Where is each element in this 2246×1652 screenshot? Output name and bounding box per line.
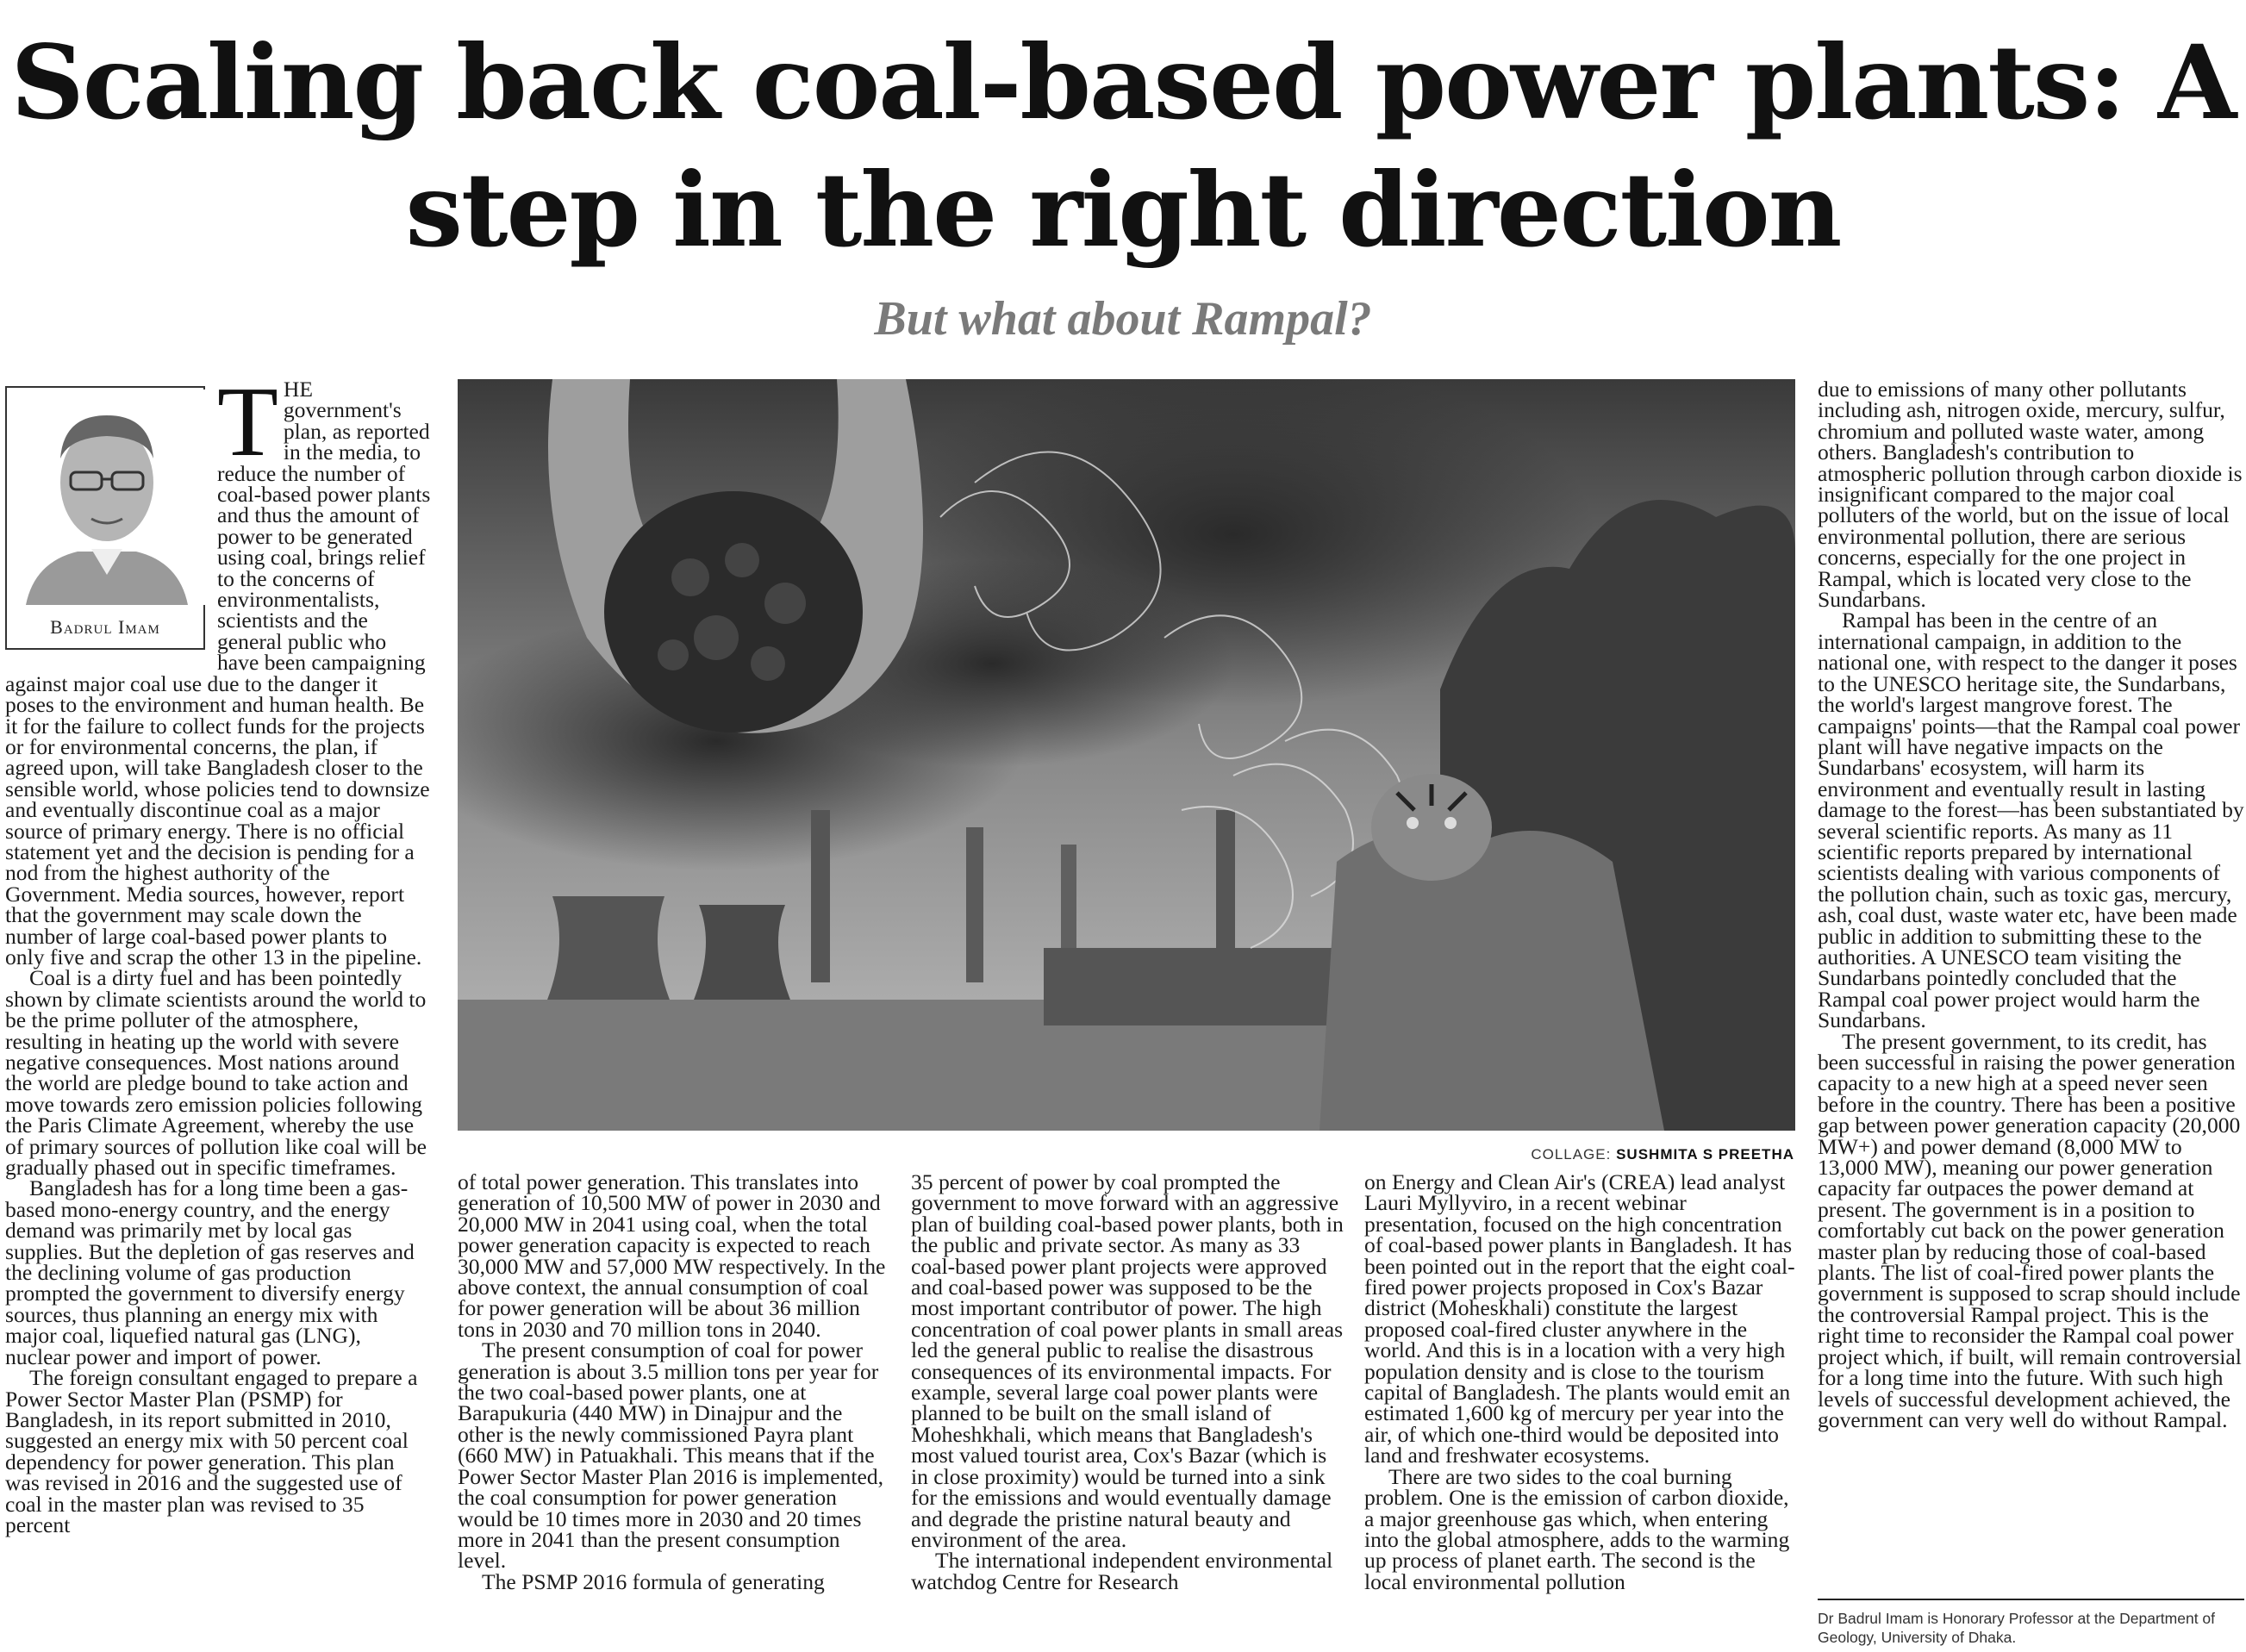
author-photo-icon [9, 390, 205, 605]
paragraph: 35 percent of power by coal prompted the government to move forward with an aggressive plan of building coal-based power plants, both in the public and private sector. As many as 33 coal-based power plant projects were approved and coal-based power was supposed to be the most important contributor of power. The high concentration of coal power plants in small areas led the general public to realise the disastrous consequences of its environmental impacts. For example, several large coal power plants were planned to be built on the small island of Moheshkhali, which means that Bangladesh's most valued tourist area, Cox's Bazar (which is in close proximity) would be turned into a sink for the emissions and would eventually damage and degrade the pristine natural beauty and environment of the area. [911, 1172, 1344, 1552]
paragraph: Bangladesh has for a long time been a gas-based mono-energy country, and the energy demand was primarily met by local gas supplies. But the depletion of gas reserves and the declining volume of gas production prompted the government to diversify energy sources, thus planning an energy mix with major coal, liquefied natural gas (LNG), nuclear power and import of power. [5, 1175, 415, 1369]
article-column-2 [458, 1172, 893, 1652]
author-byline: Badrul Imam [50, 615, 160, 638]
paragraph: The present government, to its credit, has been successful in raising the power generation capacity to a new high at a speed never seen before in the country. There has been a positive gap between power generation capacity (20,000 MW+) and power demand (8,000 MW to 13,000 MW), meaning our power generation capacity far outpaces the power demand at present. The government is in a position to comfortably cut back on the power generation master plan by reducing those of coal-based plants. The list of coal-fired power plants the government is supposed to scrap should include the controversial Rampal project. This is the right time to reconsider the Rampal coal power project which, if built, will remain controversial for a long time into the future. With such high levels of successful development achieved, the government can very well do without Rampal. [1818, 1028, 2242, 1432]
paragraph: due to emissions of many other pollutants including ash, nitrogen oxide, mercury, sulfur, chromium and polluted waste water, among others. Bangladesh's contribution to atmospheric pollution through carbon dioxide is insignificant compared to the major coal polluters of the world, but on the issue of local environmental pollution, there are serious concerns, especially for the one project in Rampal, which is located very close to the Sundarbans. [1818, 379, 2243, 613]
collage-image [458, 379, 1795, 1131]
subheadline: But what about Rampal? [874, 292, 1372, 346]
paragraph: The PSMP 2016 formula of generating [482, 1568, 825, 1594]
author-portrait [5, 386, 205, 650]
article-column-4 [1364, 1172, 1800, 1652]
coal-power-collage-icon [458, 379, 1795, 1131]
author-footnote: Dr Badrul Imam is Honorary Professor at the Department of Geology, University of Dhaka. [1818, 1599, 2244, 1647]
drop-cap: T [217, 379, 278, 477]
paragraph: The international independent environmental watchdog Centre for Research [911, 1548, 1333, 1594]
paragraph: The present consumption of coal for power generation is about 3.5 million tons per year for the two coal-based power plants, one at Barapukuria (440 MW) in Dinajpur and the other is the newly commissioned Payra plant (660 MW) in Patuakhali. This means that if the Power Sector Master Plan 2016 is implemented, the coal consumption for power generation would be 10 times more in 2030 and 20 times more in 2041 than the present consumption level. [458, 1337, 884, 1574]
paragraph: Coal is a dirty fuel and has been pointedly shown by climate scientists around the world to be the prime polluter of the atmosphere, resulting in heating up the world with severe negative consequences. Most nations around the world are pledge bound to take action and move towards zero emission policies following the Paris Climate Agreement, whereby the use of primary sources of pollution like coal will be gradually phased out in specific timeframes. [5, 965, 427, 1181]
article-column-3 [911, 1172, 1346, 1652]
paragraph: The foreign consultant engaged to prepare a Power Sector Master Plan (PSMP) for Bangladesh, in its report submitted in 2010, suggested an energy mix with 50 percent coal dependency for power generation. This plan was revised in 2016 and the suggested use of coal in the master plan was revised to 35 percent [5, 1365, 418, 1537]
paragraph: There are two sides to the coal burning problem. One is the emission of carbon dioxide, a major greenhouse gas which, when entering into the global atmosphere, adds to the warming up process of planet earth. The second is the local environmental pollution [1364, 1463, 1790, 1594]
headline: Scaling back coal-based power plants: A step in the right direction [10, 22, 2236, 270]
paragraph: of total power generation. This translates into generation of 10,500 MW of power in 2030 and 20,000 MW in 2041 using coal, when the total power generation capacity is expected to reach 30,000 MW and 57,000 MW respectively. In the above context, the annual consumption of coal for power generation will be about 36 million tons in 2030 and 70 million tons in 2040. [458, 1172, 886, 1342]
photo-credit-name: SUSHMITA S PREETHA [1616, 1146, 1794, 1163]
photo-credit-label: COLLAGE: [1531, 1146, 1612, 1163]
photo-credit [1531, 1146, 1794, 1163]
lead-paragraph: HE government's plan, as reported in the media, to reduce the number of coal-based power plants and thus the amount of power to be generated using coal, brings relief to the concerns of environmentalists, scientists and the general public who have been campaigning against major coal use due to the danger it poses to the environment and human health. Be it for the failure to collect funds for the projects or for environmental concerns, the plan, if agreed upon, will take Bangladesh closer to the sensible world, whose policies tend to downsize and eventually discontinue coal as a major source of primary energy. There is no official statement yet and the decision is pending for a nod from the highest authority of the Government. Media sources, however, report that the government may scale down the number of large coal-based power plants to only five and scrap the other 13 in the pipeline. [5, 379, 431, 969]
article-column-5 [1818, 379, 2244, 1652]
paragraph: on Energy and Clean Air's (CREA) lead analyst Lauri Myllyviro, in a recent webinar presentation, focused on the high concentration of coal-based power plants in Bangladesh. It has been pointed out in the report that the eight coal-fired power projects proposed in Cox's Bazar district (Moheskhali) constitute the largest proposed coal-fired cluster anywhere in the world. And this is in a location with a very high population density and is close to the tourism capital of Bangladesh. The plants would emit an estimated 1,600 kg of mercury per year into the air, of which one-third would be deposited into land and freshwater ecosystems. [1364, 1172, 1795, 1468]
article-column-1 [5, 379, 431, 1652]
paragraph: Rampal has been in the centre of an international campaign, in addition to the national one, with respect to the danger it poses to the UNESCO heritage site, the Sundarbans, the world's largest mangrove forest. The campaigns' points—that the Rampal coal power plant will have negative impacts on the Sundarbans' ecosystem, will harm its environment and eventually result in lasting damage to the forest—has been substantiated by several scientific reports. As many as 11 scientific reports prepared by international scientists dealing with various components of the pollution chain, such as toxic gas, mercury, ash, coal dust, waste water etc, have been made public in addition to submitting these to the authorities. A UNESCO team visiting the Sundarbans pointedly concluded that the Rampal coal power project would harm the Sundarbans. [1818, 608, 2244, 1033]
